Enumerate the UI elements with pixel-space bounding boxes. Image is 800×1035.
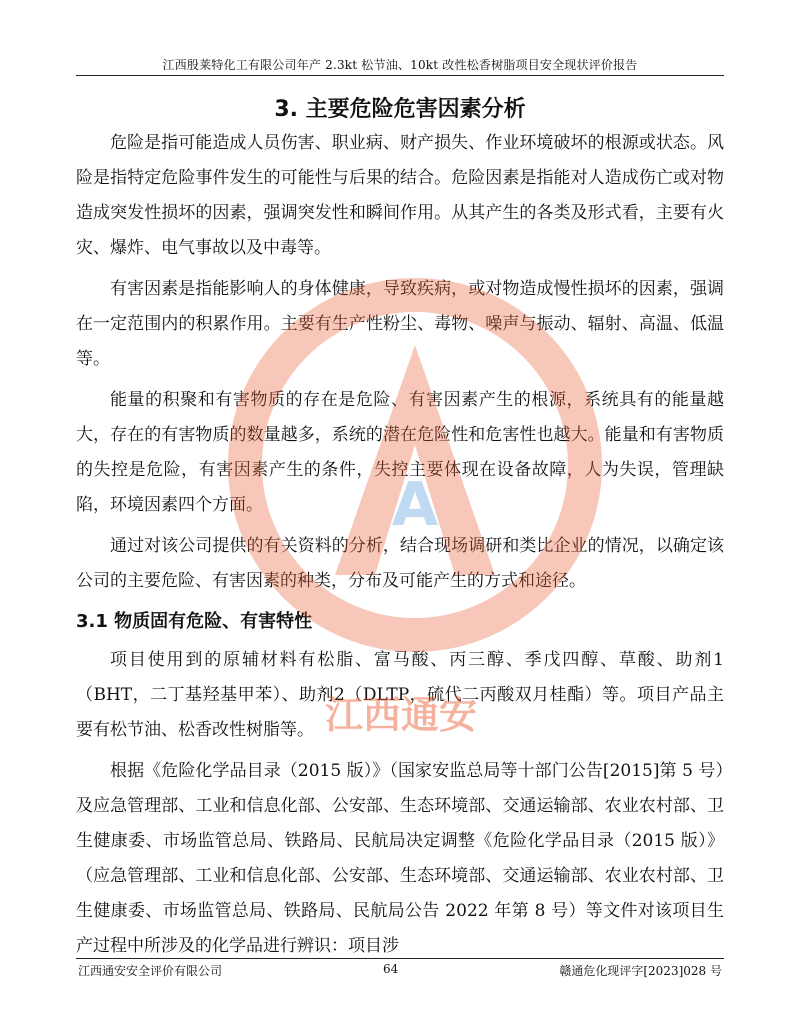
footer-rule xyxy=(76,958,724,959)
page-footer xyxy=(78,962,722,979)
paragraph: 危险是指可能造成人员伤害、职业病、财产损失、作业环境破坏的根源或状态。风险是指特定危险事件发生的可能性与后果的结合。危险因素是指能对人造成伤亡或对物造成突发性损坏的因素，强调突发性和瞬间作用。从其产生的各类及形式看，主要有火灾、爆炸、电气事故以及中毒等。 xyxy=(76,133,724,258)
header-rule xyxy=(76,75,724,76)
paragraph: 能量的积聚和有害物质的存在是危险、有害因素产生的根源，系统具有的能量越大，存在的有害物质的数量越多，系统的潜在危险性和危害性也越大。能量和有害物质的失控是危险，有害因素产生的条件，失控主要体现在设备故障，人为失误，管理缺陷，环境因素四个方面。 xyxy=(76,390,724,515)
footer-company: 江西通安安全评价有限公司 xyxy=(78,964,223,978)
paragraph: 项目使用到的原辅材料有松脂、富马酸、丙三醇、季戊四醇、草酸、助剂1（BHT，二丁基羟基甲苯）、助剂2（DLTP，硫代二丙酸双月桂酯）等。项目产品主要有松节油、松香改性树脂等。 xyxy=(76,650,725,740)
footer-page-number: 64 xyxy=(383,962,399,976)
paragraph: 有害因素是指能影响人的身体健康，导致疾病，或对物造成慢性损坏的因素，强调在一定范围内的积累作用。主要有生产性粉尘、毒物、噪声与振动、辐射、高温、低温等。 xyxy=(76,279,724,369)
running-header: 江西殷莱特化工有限公司年产 2.3kt 松节油、10kt 改性松香树脂项目安全现状评价报告 xyxy=(162,58,638,72)
footer-doc-code: 赣通危化现评字[2023]028 号 xyxy=(559,964,722,978)
section-heading: 3. 主要危险危害因素分析 xyxy=(274,97,526,122)
body-text xyxy=(76,126,724,970)
paragraph: 通过对该公司提供的有关资料的分析，结合现场调研和类比企业的情况，以确定该公司的主要危险、有害因素的种类，分布及可能产生的方式和途径。 xyxy=(76,536,724,591)
watermark-label: 江西通安 xyxy=(325,693,478,737)
svg-text:A: A xyxy=(391,470,439,540)
paragraph: 根据《危险化学品目录（2015 版）》（国家安监总局等十部门公告[2015]第 5 号）及应急管理部、工业和信息化部、公安部、生态环境部、交通运输部、农业农村部、卫生健康委、市场监管总局、铁路局、民航局决定调整《危险化学品目录（2015 版）》（应急管理部、工业和信息化部、公安部、生态环境部、交通运输部、农业农村部、卫生健康委、市场监管总局、铁路局、民航局公告 2022 年第 8 号）等文件对该项目生产过程中所涉及的化学品进行辨识：项目涉 xyxy=(76,761,724,956)
subsection-heading: 3.1 物质固有危险、有害特性 xyxy=(76,611,313,632)
